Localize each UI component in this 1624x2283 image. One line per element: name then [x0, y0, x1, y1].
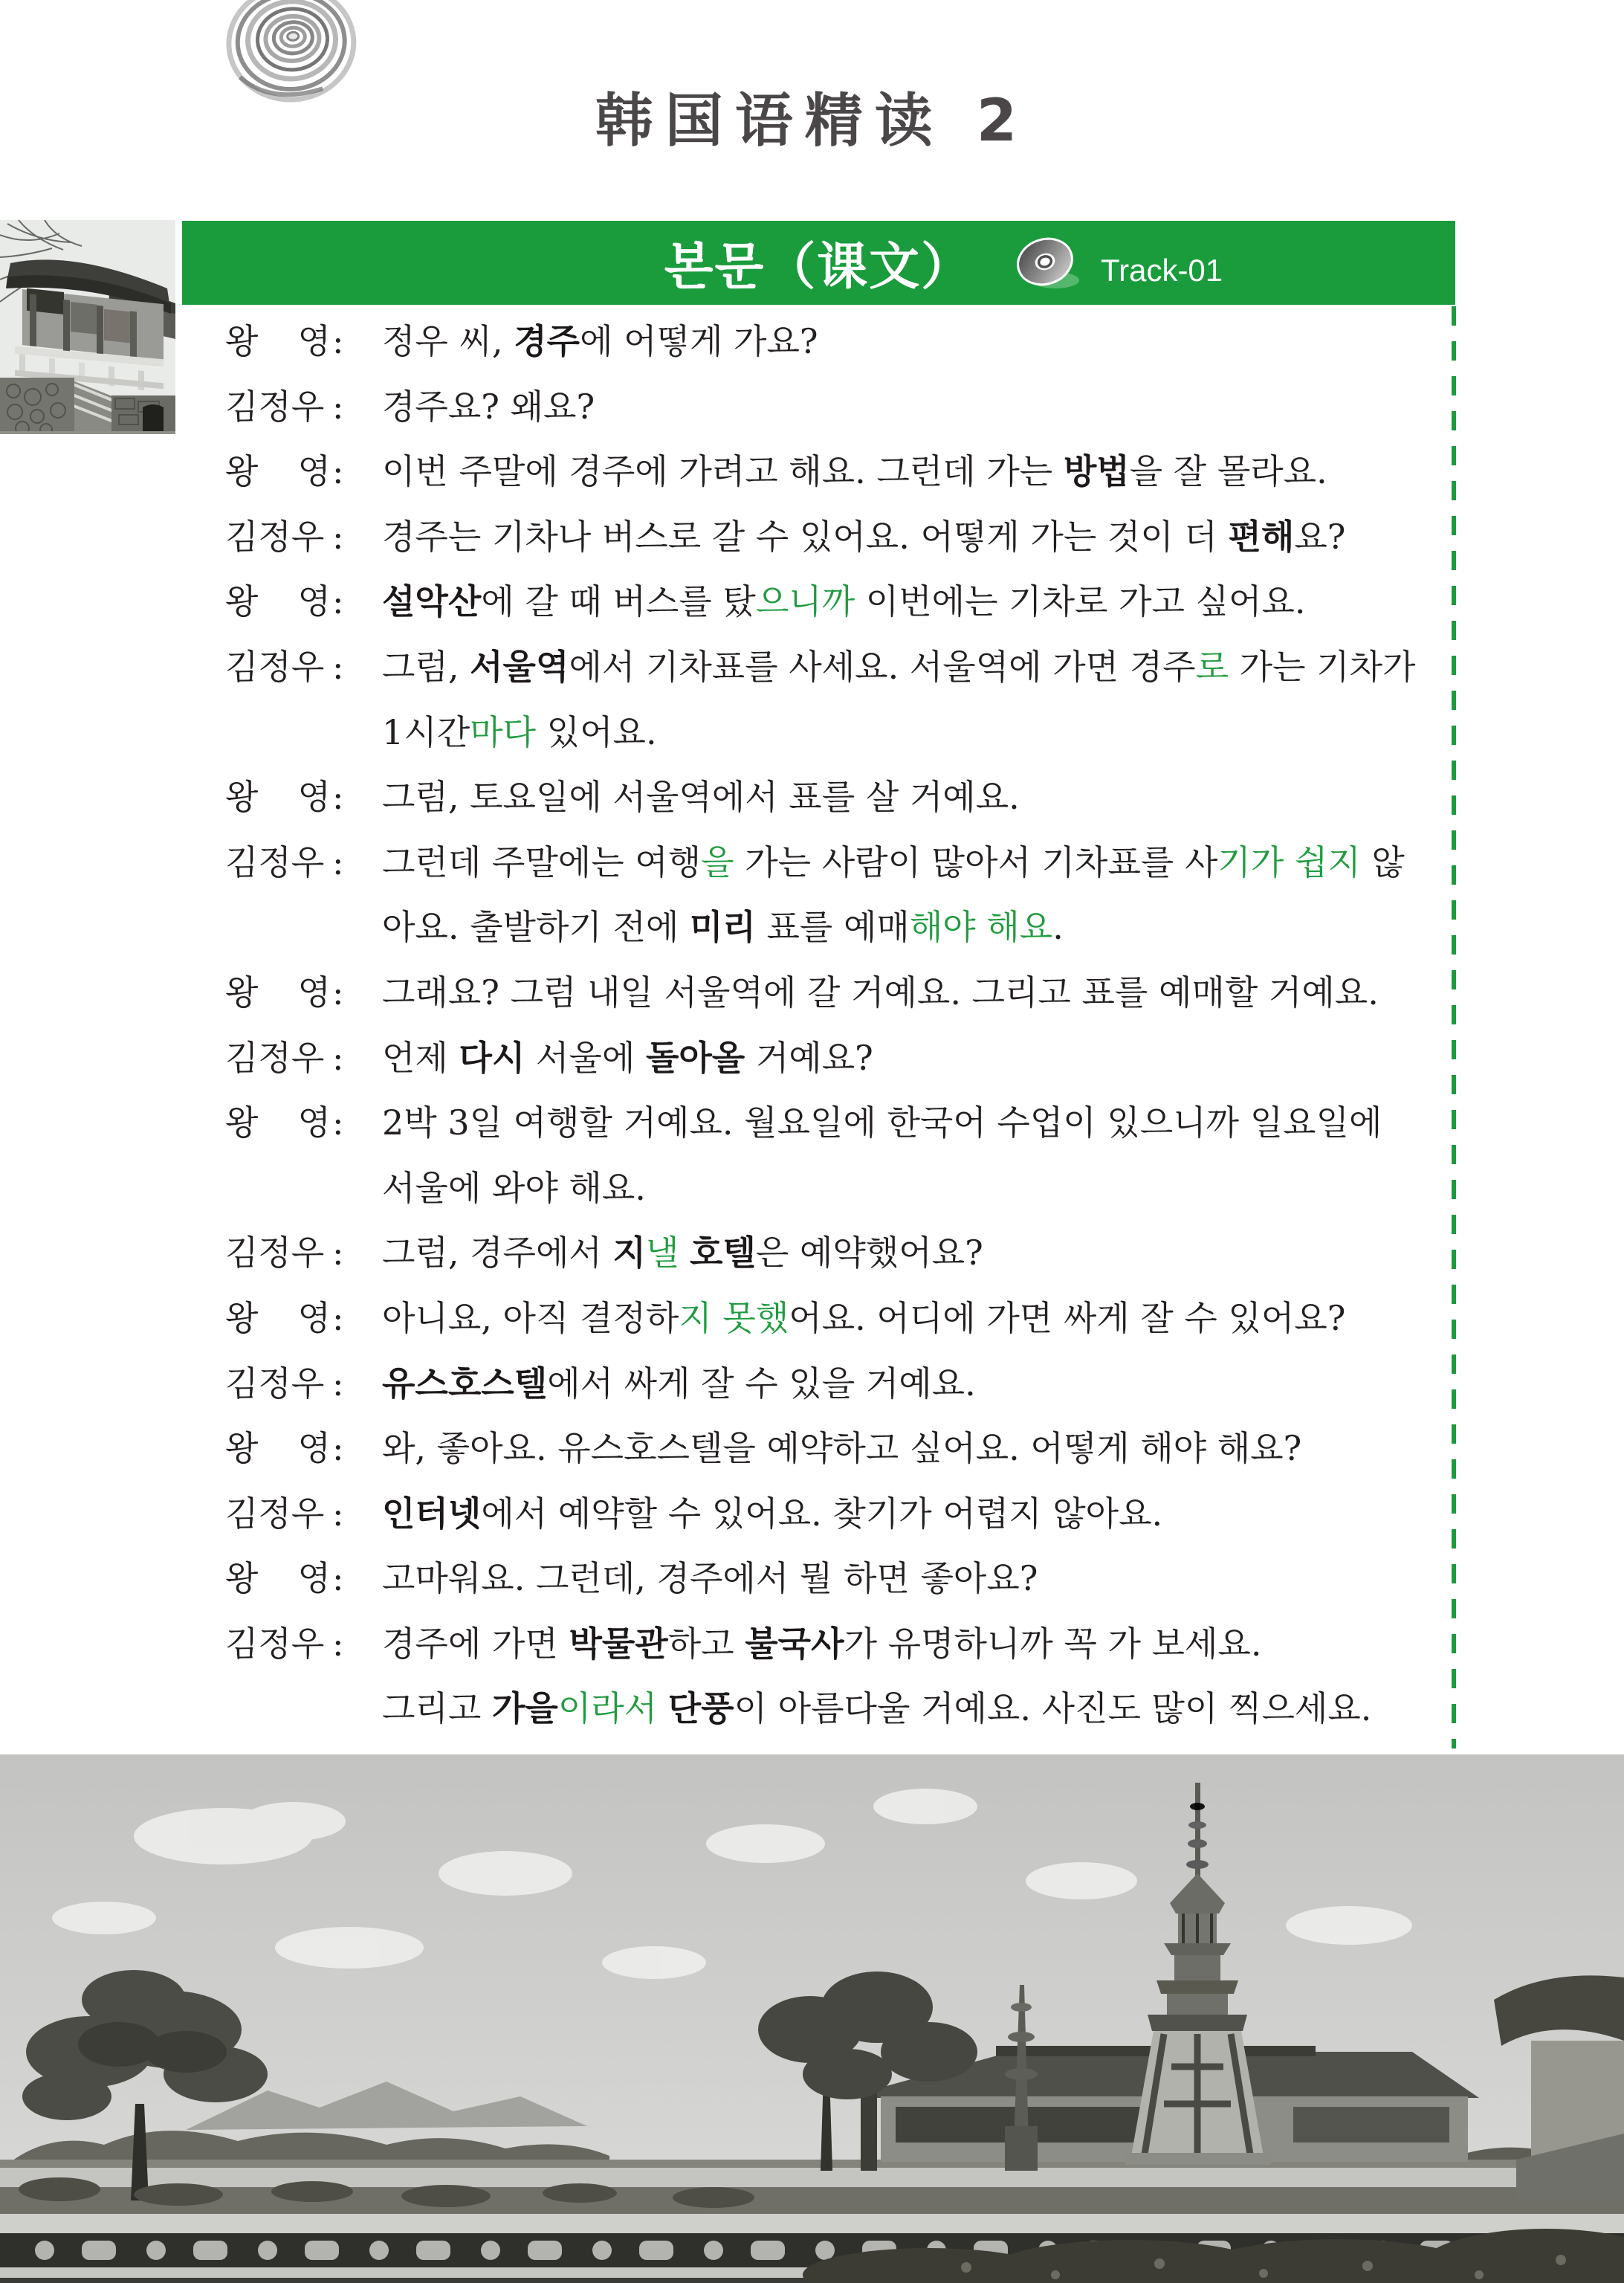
speaker-cell	[225, 375, 382, 440]
speaker-name: 김정우	[225, 1363, 325, 1404]
speaker-colon: :	[332, 972, 344, 1013]
speaker-colon: :	[332, 646, 344, 687]
plain-text: 그럼, 토요일에 서울역에서 표를 살 거예요.	[382, 777, 1020, 818]
dialogue-line	[225, 1221, 1459, 1286]
speaker-name: 김정우	[225, 516, 325, 557]
dialogue-line	[225, 1091, 1459, 1156]
speaker-name: 왕 영	[225, 1558, 331, 1599]
speaker-colon: :	[332, 1297, 344, 1338]
dialogue-line	[225, 439, 1459, 505]
plain-text: 그런데 주말에는 여행	[382, 842, 702, 882]
speaker-cell	[225, 505, 382, 570]
lesson-banner-title: 본문（课文）	[664, 237, 974, 297]
speaker-name: 왕 영	[225, 451, 331, 492]
dialogue-text	[382, 1546, 1459, 1612]
dialogue-line	[225, 1676, 1459, 1742]
dialogue-text	[382, 505, 1459, 570]
speaker-cell	[225, 1156, 382, 1221]
speaker-cell	[225, 1026, 382, 1091]
dialogue-text	[382, 1156, 1459, 1221]
plain-text: 서울에	[525, 1037, 646, 1078]
grammar-highlight: 기가 쉽지	[1217, 842, 1361, 882]
dialogue-text	[382, 1091, 1459, 1156]
dialogue-line	[225, 960, 1459, 1026]
plain-text: 그래요? 그럼 내일 서울역에 갈 거예요. 그리고 표를 예매할 거예요.	[382, 972, 1379, 1013]
dialogue-line	[225, 1416, 1459, 1482]
vocab-highlight: 편해	[1228, 516, 1295, 557]
speaker-cell	[225, 1091, 382, 1156]
speaker-colon: :	[332, 1623, 344, 1664]
grammar-highlight: 해야 해요	[909, 907, 1053, 948]
dialogue-text	[382, 1482, 1459, 1547]
plain-text: 은 예약했어요?	[755, 1233, 983, 1273]
dialogue-line	[225, 1546, 1459, 1612]
dialogue-line	[225, 765, 1459, 830]
plain-text: 이 아름다울 거예요. 사진도 많이 찍으세요.	[734, 1688, 1372, 1729]
dialogue-line	[225, 505, 1459, 570]
plain-text: 가는 기차가	[1229, 646, 1416, 687]
plain-text: 않	[1360, 842, 1405, 882]
speaker-name: 김정우	[225, 1233, 325, 1273]
dialogue-line	[225, 895, 1459, 960]
speaker-name: 왕 영	[225, 321, 331, 361]
plain-text: 경주는 기차나 버스로 갈 수 있어요. 어떻게 가는 것이 더	[382, 516, 1229, 557]
speaker-colon: :	[332, 386, 344, 427]
speaker-cell	[225, 1676, 382, 1742]
speaker-colon: :	[332, 1363, 344, 1404]
speaker-cell	[225, 1612, 382, 1677]
plain-text: 서울에 와야 해요.	[382, 1167, 646, 1208]
speaker-cell	[225, 1352, 382, 1417]
plain-text: 아니요, 아직 결정하	[382, 1297, 679, 1338]
dialogue-text	[382, 1221, 1459, 1286]
plain-text: 1시간	[382, 711, 470, 752]
vocab-highlight: 경주	[514, 321, 580, 361]
plain-text: 그럼,	[382, 646, 470, 687]
dialogue-text	[382, 1352, 1459, 1417]
speaker-cell	[225, 830, 382, 896]
dialogue-line	[225, 1482, 1459, 1547]
speaker-cell	[225, 439, 382, 505]
grammar-highlight: 마다	[470, 711, 537, 752]
dialogue-text	[382, 1612, 1459, 1677]
plain-text: 경주요? 왜요?	[382, 386, 595, 427]
dialogue-text	[382, 895, 1459, 960]
dialogue-text	[382, 765, 1459, 830]
speaker-colon: :	[332, 516, 344, 557]
dialogue-line	[225, 375, 1459, 440]
vocab-highlight: 단풍	[667, 1688, 734, 1729]
speaker-cell	[225, 765, 382, 830]
plain-text: 을 잘 몰라요.	[1129, 451, 1327, 492]
vocab-highlight: 불국사	[745, 1623, 844, 1664]
vocab-highlight: 박물관	[569, 1623, 668, 1664]
lesson-banner	[182, 221, 1455, 305]
dialogue-line	[225, 700, 1459, 766]
speaker-colon: :	[332, 1428, 344, 1469]
dialogue-text	[382, 375, 1459, 440]
dialogue-text	[382, 1286, 1459, 1352]
plain-text: 이번에는 기차로 가고 싶어요.	[855, 581, 1306, 622]
dialogue-text	[382, 700, 1459, 766]
plain-text: 요?	[1294, 516, 1346, 557]
dialogue-text	[382, 309, 1459, 375]
plain-text: 거예요?	[745, 1037, 873, 1078]
plain-text	[657, 1688, 668, 1728]
dialogue-text	[382, 1676, 1459, 1742]
speaker-cell	[225, 1221, 382, 1286]
grammar-highlight: 낼	[645, 1233, 679, 1273]
speaker-name: 왕 영	[225, 1428, 331, 1469]
plain-text: 정우 씨,	[382, 321, 514, 361]
dialogue-text	[382, 635, 1459, 700]
audio-track-indicator	[1013, 228, 1223, 299]
vocab-highlight: 유스호스텔	[382, 1363, 548, 1404]
speaker-name: 김정우	[225, 1623, 325, 1664]
speaker-cell	[225, 309, 382, 375]
speaker-colon: :	[332, 842, 344, 882]
grammar-highlight: 지 못했	[679, 1297, 789, 1338]
speaker-name: 왕 영	[225, 1297, 331, 1338]
speaker-cell	[225, 1482, 382, 1547]
plain-text: 에서 예약할 수 있어요. 찾기가 어렵지 않아요.	[481, 1493, 1163, 1534]
speaker-name: 김정우	[225, 646, 325, 687]
vocab-highlight: 지	[612, 1233, 646, 1273]
speaker-cell	[225, 635, 382, 700]
grammar-highlight: 을	[701, 842, 734, 882]
dialogue-text	[382, 439, 1459, 505]
plain-text: 아요. 출발하기 전에	[382, 907, 690, 948]
dialogue-text	[382, 569, 1459, 635]
cd-disc-icon	[1013, 231, 1081, 297]
dialogue-line	[225, 309, 1459, 375]
track-label: Track-01	[1101, 252, 1223, 288]
speaker-colon: :	[332, 321, 344, 361]
speaker-colon: :	[332, 1102, 344, 1143]
speaker-colon: :	[332, 1493, 344, 1534]
speaker-colon: :	[332, 581, 344, 622]
dialogue-text	[382, 960, 1459, 1026]
speaker-colon: :	[332, 451, 344, 492]
vocab-highlight: 호텔	[689, 1233, 756, 1273]
plain-text: 어요. 어디에 가면 싸게 잘 수 있어요?	[789, 1297, 1346, 1338]
dialogue-line	[225, 569, 1459, 635]
plain-text: 그리고	[382, 1688, 492, 1729]
plain-text: .	[1052, 907, 1064, 948]
speaker-colon: :	[332, 777, 344, 818]
plain-text: 있어요.	[536, 711, 657, 752]
gyeongju-temple-landscape-photo	[0, 1754, 1624, 2283]
vocab-highlight: 인터넷	[382, 1493, 482, 1534]
vocab-highlight: 미리	[689, 907, 756, 948]
plain-text: 고마워요. 그런데, 경주에서 뭘 하면 좋아요?	[382, 1558, 1038, 1599]
speaker-name: 김정우	[225, 386, 325, 427]
vocab-highlight: 가을	[491, 1688, 558, 1729]
plain-text: 에 어떻게 가요?	[580, 321, 818, 361]
speaker-cell	[225, 895, 382, 960]
plain-text: 가 유명하니까 꼭 가 보세요.	[844, 1623, 1262, 1664]
speaker-cell	[225, 960, 382, 1026]
speaker-name: 김정우	[225, 842, 325, 882]
speaker-name: 김정우	[225, 1493, 325, 1534]
dialogue-text	[382, 830, 1459, 896]
plain-text: 와, 좋아요. 유스호스텔을 예약하고 싶어요. 어떻게 해야 해요?	[382, 1428, 1302, 1469]
speaker-colon: :	[332, 1558, 344, 1599]
dialogue-line	[225, 1156, 1459, 1221]
dialogue-line	[225, 830, 1459, 896]
speaker-name: 왕 영	[225, 777, 331, 818]
speaker-cell	[225, 700, 382, 766]
book-title: 韩国语精读 2	[595, 88, 1029, 155]
speaker-cell	[225, 1546, 382, 1612]
dialogue-line	[225, 1286, 1459, 1352]
grammar-highlight: 로	[1195, 646, 1229, 687]
vocab-highlight: 돌아올	[645, 1037, 745, 1078]
dialogue-line	[225, 1026, 1459, 1091]
plain-text: 경주에 가면	[382, 1623, 569, 1664]
speaker-name: 왕 영	[225, 581, 331, 622]
speaker-cell	[225, 1286, 382, 1352]
speaker-name: 김정우	[225, 1037, 325, 1078]
speaker-name: 왕 영	[225, 1102, 331, 1143]
temple-building-photo	[0, 220, 175, 434]
grammar-highlight: 으니까	[755, 581, 855, 622]
speaker-name: 왕 영	[225, 972, 331, 1013]
speaker-cell	[225, 569, 382, 635]
plain-text: 이번 주말에 경주에 가려고 해요. 그런데 가는	[382, 451, 1064, 492]
vocab-highlight: 방법	[1063, 451, 1130, 492]
plain-text: 하고	[667, 1623, 745, 1664]
plain-text: 에 갈 때 버스를 탔	[481, 581, 756, 622]
plain-text: 2박 3일 여행할 거예요. 월요일에 한국어 수업이 있으니까 일요일에	[382, 1102, 1382, 1143]
dialogue-line	[225, 635, 1459, 700]
speaker-cell	[225, 1416, 382, 1482]
plain-text: 표를 예매	[755, 907, 910, 948]
dialogue	[225, 309, 1459, 1742]
plain-text: 그럼, 경주에서	[382, 1233, 613, 1273]
grammar-highlight: 이라서	[557, 1688, 658, 1729]
speaker-colon: :	[332, 1037, 344, 1078]
vocab-highlight: 설악산	[382, 581, 482, 622]
plain-text: 에서 싸게 잘 수 있을 거예요.	[547, 1363, 976, 1404]
dialogue-text	[382, 1026, 1459, 1091]
dialogue-line	[225, 1352, 1459, 1417]
dialogue-text	[382, 1416, 1459, 1482]
plain-text	[679, 1233, 690, 1273]
vocab-highlight: 서울역	[470, 646, 569, 687]
vocab-highlight: 다시	[459, 1037, 525, 1078]
dialogue-line	[225, 1612, 1459, 1677]
plain-text: 에서 기차표를 사세요. 서울역에 가면 경주	[569, 646, 1196, 687]
plain-text: 언제	[382, 1037, 459, 1078]
plain-text: 가는 사람이 많아서 기차표를 사	[734, 842, 1218, 882]
speaker-colon: :	[332, 1233, 344, 1273]
